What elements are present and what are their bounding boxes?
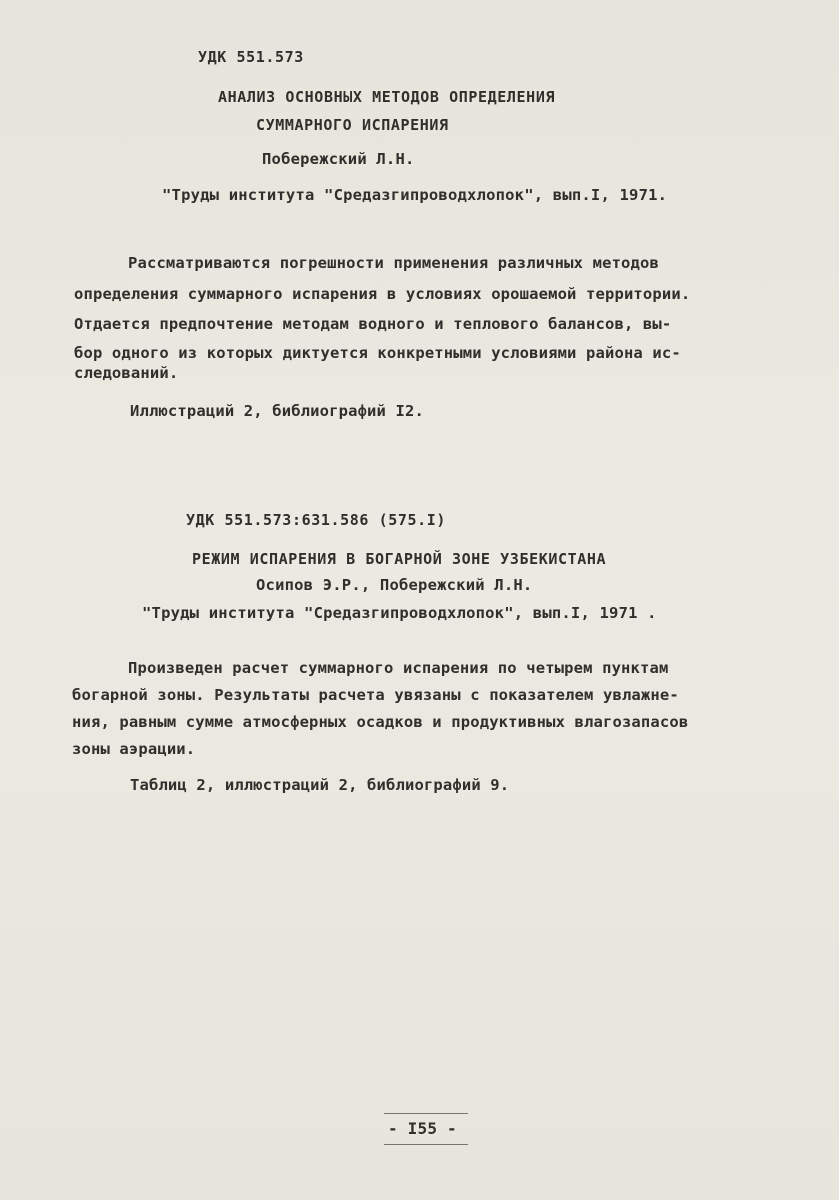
abstract-body-2-line-1: Произведен расчет суммарного испарения по четырем пунктам xyxy=(128,659,669,677)
abstract-body-1-line-4: бор одного из которых диктуется конкретными условиями района ис- xyxy=(74,344,681,362)
page-number-rule-top xyxy=(384,1113,468,1114)
abstract-title-1-line-1: АНАЛИЗ ОСНОВНЫХ МЕТОДОВ ОПРЕДЕЛЕНИЯ xyxy=(218,88,556,106)
abstract-authors-1: Побережский Л.Н. xyxy=(262,150,415,168)
abstract-authors-2: Осипов Э.Р., Побережский Л.Н. xyxy=(256,576,533,594)
abstract-body-1-line-3: Отдается предпочтение методам водного и теплового балансов, вы- xyxy=(74,315,672,333)
abstract-source-2: "Труды института "Средазгипроводхлопок", вып.I, 1971 . xyxy=(142,604,657,622)
abstract-body-1-line-2: определения суммарного испарения в условиях орошаемой территории. xyxy=(74,285,691,303)
abstract-stats-1: Иллюстраций 2, библиографий I2. xyxy=(130,402,424,420)
abstract-body-2-line-3: ния, равным сумме атмосферных осадков и продуктивных влагозапасов xyxy=(72,713,689,731)
udk-code-2: УДК 551.573:631.586 (575.I) xyxy=(186,511,447,529)
abstract-title-2: РЕЖИМ ИСПАРЕНИЯ В БОГАРНОЙ ЗОНЕ УЗБЕКИСТАНА xyxy=(192,550,607,568)
abstract-body-2-line-4: зоны аэрации. xyxy=(72,740,196,758)
abstract-body-1-line-1: Рассматриваются погрешности применения различных методов xyxy=(128,254,659,272)
abstract-title-1-line-2: СУММАРНОГО ИСПАРЕНИЯ xyxy=(256,116,449,134)
abstract-stats-2: Таблиц 2, иллюстраций 2, библиографий 9. xyxy=(130,776,510,794)
page-number-rule-bottom xyxy=(384,1144,468,1145)
abstract-body-1-line-5: следований. xyxy=(74,364,179,382)
abstract-body-2-line-2: богарной зоны. Результаты расчета увязаны с показателем увлажне- xyxy=(72,686,679,704)
udk-code-1: УДК 551.573 xyxy=(198,48,304,66)
page-number: - I55 - xyxy=(388,1119,457,1138)
abstract-source-1: "Труды института "Средазгипроводхлопок", вып.I, 1971. xyxy=(162,186,668,204)
